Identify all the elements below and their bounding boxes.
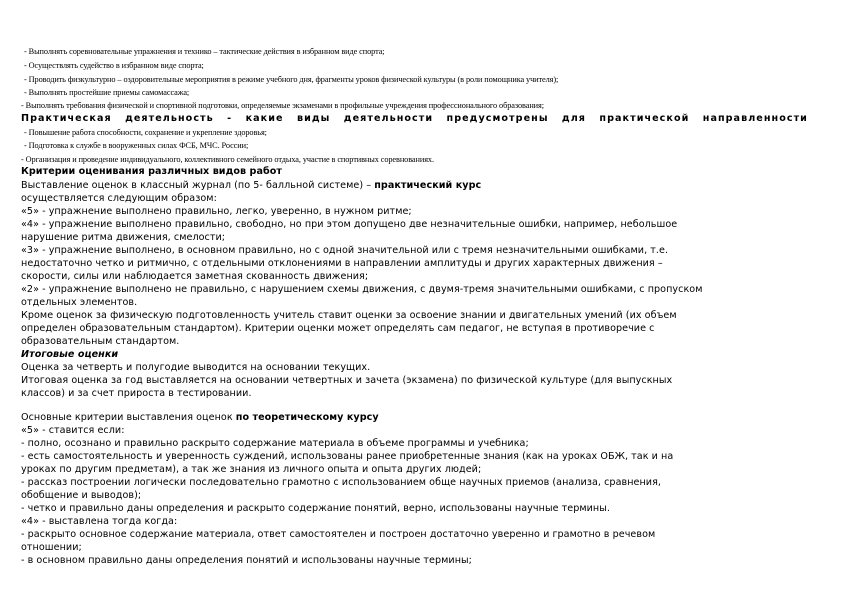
text-line: - Повышение работа способности, сохранение и укрепление здоровья; bbox=[24, 128, 267, 137]
text-line: - Организация и проведение индивидуального, коллективного семейного отдыха, участие в спортивных соревнованиях. bbox=[21, 155, 434, 164]
text-line: определен образовательным стандартом). Критерии оценки может определять сам педагог, не вступая в противоречие с bbox=[21, 323, 655, 334]
text-line: отдельных элементов. bbox=[21, 297, 138, 308]
text-line: - Выполнять соревновательные упражнения и технико – тактические действия в избранном виде спорта; bbox=[24, 47, 385, 56]
text-line: - раскрыто основное содержание материала, ответ самостоятелен и построен достаточно уверенно и грамотно в речевом bbox=[21, 529, 656, 540]
text-line: Итоговая оценка за год выставляется на основании четвертных и зачета (экзамена) по физической культуре (для выпускных bbox=[21, 375, 673, 386]
text-line: - Выполнять требования физической и спортивной подготовки, определяемые экзаменами в профильные учреждения профессионального образования; bbox=[21, 101, 544, 110]
text-line: Кроме оценок за физическую подготовленность учитель ставит оценки за освоение знании и двигательных умений (их объем bbox=[21, 310, 677, 321]
text-segment: Выставление оценок в классный журнал (по 5- балльной системе) – bbox=[21, 180, 375, 191]
emphasis-text: по теоретическому курсу bbox=[235, 412, 379, 423]
text-line: классов) и за счет прироста в тестировании. bbox=[21, 388, 252, 399]
text-line: отношении; bbox=[21, 542, 82, 553]
text-line: осуществляется следующим образом: bbox=[21, 193, 217, 204]
text-line: «5» - ставится если: bbox=[21, 425, 125, 436]
section-heading: Критерии оценивания различных видов работ bbox=[21, 166, 282, 177]
text-line: недостаточно четко и ритмично, с отдельными отклонениями в направлении амплитуды и других характерных движения – bbox=[21, 258, 663, 269]
text-line bbox=[21, 180, 481, 191]
section-heading: Итоговые оценки bbox=[21, 349, 119, 360]
text-line: - полно, осознано и правильно раскрыто содержание материала в объеме программы и учебника; bbox=[21, 438, 529, 449]
text-segment: Основные критерии выставления оценок bbox=[21, 412, 236, 423]
text-line: - Осуществлять судейство в избранном виде спорта; bbox=[24, 61, 204, 70]
text-line: - Выполнять простейшие приемы самомассажа; bbox=[24, 88, 190, 97]
text-line: нарушение ритма движения, смелости; bbox=[21, 232, 226, 243]
text-line: «5» - упражнение выполнено правильно, легко, уверенно, в нужном ритме; bbox=[21, 206, 412, 217]
text-line: уроках по другим предметам), а так же знания из личного опыта и опыта других людей; bbox=[21, 464, 482, 475]
text-line: - четко и правильно даны определения и раскрыто содержание понятий, верно, использованы научные термины. bbox=[21, 503, 610, 514]
text-line: - рассказ построении логически последовательно грамотно с использованием обще научных приемов (анализа, сравнения, bbox=[21, 477, 662, 488]
text-line bbox=[21, 412, 379, 423]
text-line: - Подготовка к службе в вооруженных силах ФСБ, МЧС. России; bbox=[24, 141, 249, 150]
text-line: - в основном правильно даны определения понятий и использованы научные термины; bbox=[21, 555, 472, 566]
text-line: «4» - выставлена тогда когда: bbox=[21, 516, 178, 527]
text-line: - Проводить физкультурно – оздоровительные мероприятия в режиме учебного дня, фрагменты уроков физической культуры (в роли помощника учителя); bbox=[24, 75, 559, 84]
text-line: - есть самостоятельность и уверенность суждений, использованы ранее приобретенные знания (как на уроках ОБЖ, так и на bbox=[21, 451, 674, 462]
text-line: «2» - упражнение выполнено не правильно, с нарушением схемы движения, с двумя-тремя значительными ошибками, с пропуском bbox=[21, 284, 703, 295]
text-line: «4» - упражнение выполнено правильно, свободно, но при этом допущено две незначительные ошибки, например, небольшое bbox=[21, 219, 678, 230]
text-line: Оценка за четверть и полугодие выводится на основании текущих. bbox=[21, 362, 371, 373]
text-line: «3» - упражнение выполнено, в основном правильно, но с одной значительной или с тремя незначительными ошибками, т.е. bbox=[21, 245, 669, 256]
text-line: обобщение и выводов); bbox=[21, 490, 142, 501]
text-line: скорости, силы или наблюдается заметная скованность движения; bbox=[21, 271, 369, 282]
section-heading: Практическая деятельность - какие виды деятельности предусмотрены для практической направленности bbox=[21, 113, 808, 124]
emphasis-text: практический курс bbox=[374, 180, 482, 191]
text-line: образовательным стандартом. bbox=[21, 336, 180, 347]
